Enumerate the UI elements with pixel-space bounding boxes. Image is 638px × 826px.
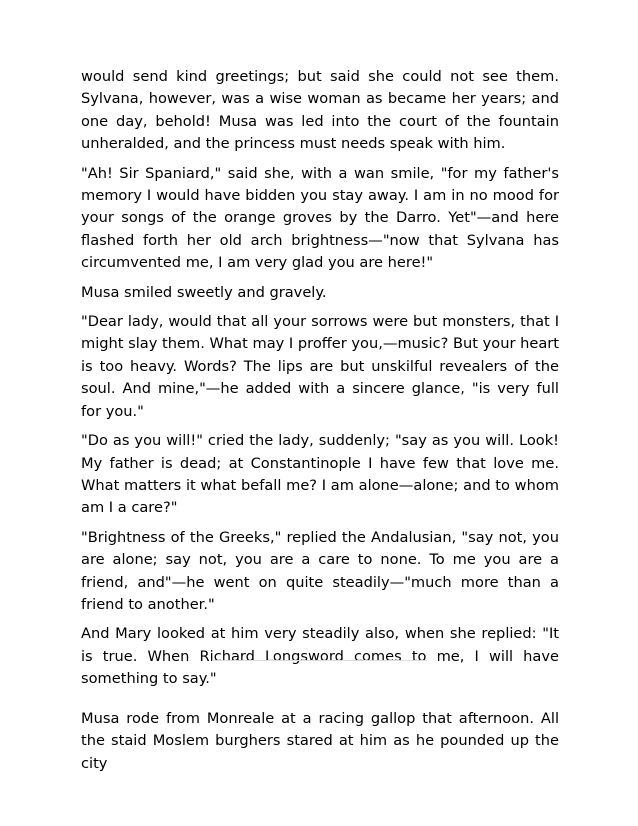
paragraph: would send kind greetings; but said she could not see them. Sylvana, however, was a wise woman as became her years; and one day, behold! Musa was led into the court of the fountain unheralded, and the princess must needs speak with him. — [81, 68, 559, 153]
paragraph: And Mary looked at him very steadily also, when she replied: "It is true. When Richard Longsword comes to me, I will have something to say." — [81, 625, 559, 688]
paragraph: Musa rode from Monreale at a racing gallop that afternoon. All the staid Moslem burghers stared at him as he pounded up the city — [81, 710, 559, 772]
paragraph: "Brightness of the Greeks," replied the Andalusian, "say not, you are alone; say not, you are a care to none. To me you are a friend, and"—he went on quite steadily—"much more than a friend to another." — [81, 528, 559, 613]
paragraph: "Do as you will!" cried the lady, suddenly; "say as you will. Look! My father is dead; at Constantinople I have few that love me. What matters it what befall me? I am alone—alone; and to whom am I a care?" — [81, 432, 559, 517]
paragraph: "Ah! Sir Spaniard," said she, with a wan smile, "for my father's memory I would have bidden you stay away. I am in no mood for your songs of the orange groves by the Darro. Yet"—and here flashed forth her old arch brightness—"now that Sylvana has circumvented me, I am very glad you are here!" — [81, 164, 559, 272]
paragraph: Musa smiled sweetly and gravely. — [81, 283, 327, 301]
section-divider — [212, 660, 427, 661]
next-section — [81, 708, 559, 775]
paragraph: "Dear lady, would that all your sorrows were but monsters, that I might slay them. What may I proffer you,—music? But your heart is too heavy. Words? The lips are but unskilful revealers of the soul. And mine,"—he added with a sincere glance, "is very full for you." — [81, 313, 559, 420]
document-body — [81, 66, 559, 698]
